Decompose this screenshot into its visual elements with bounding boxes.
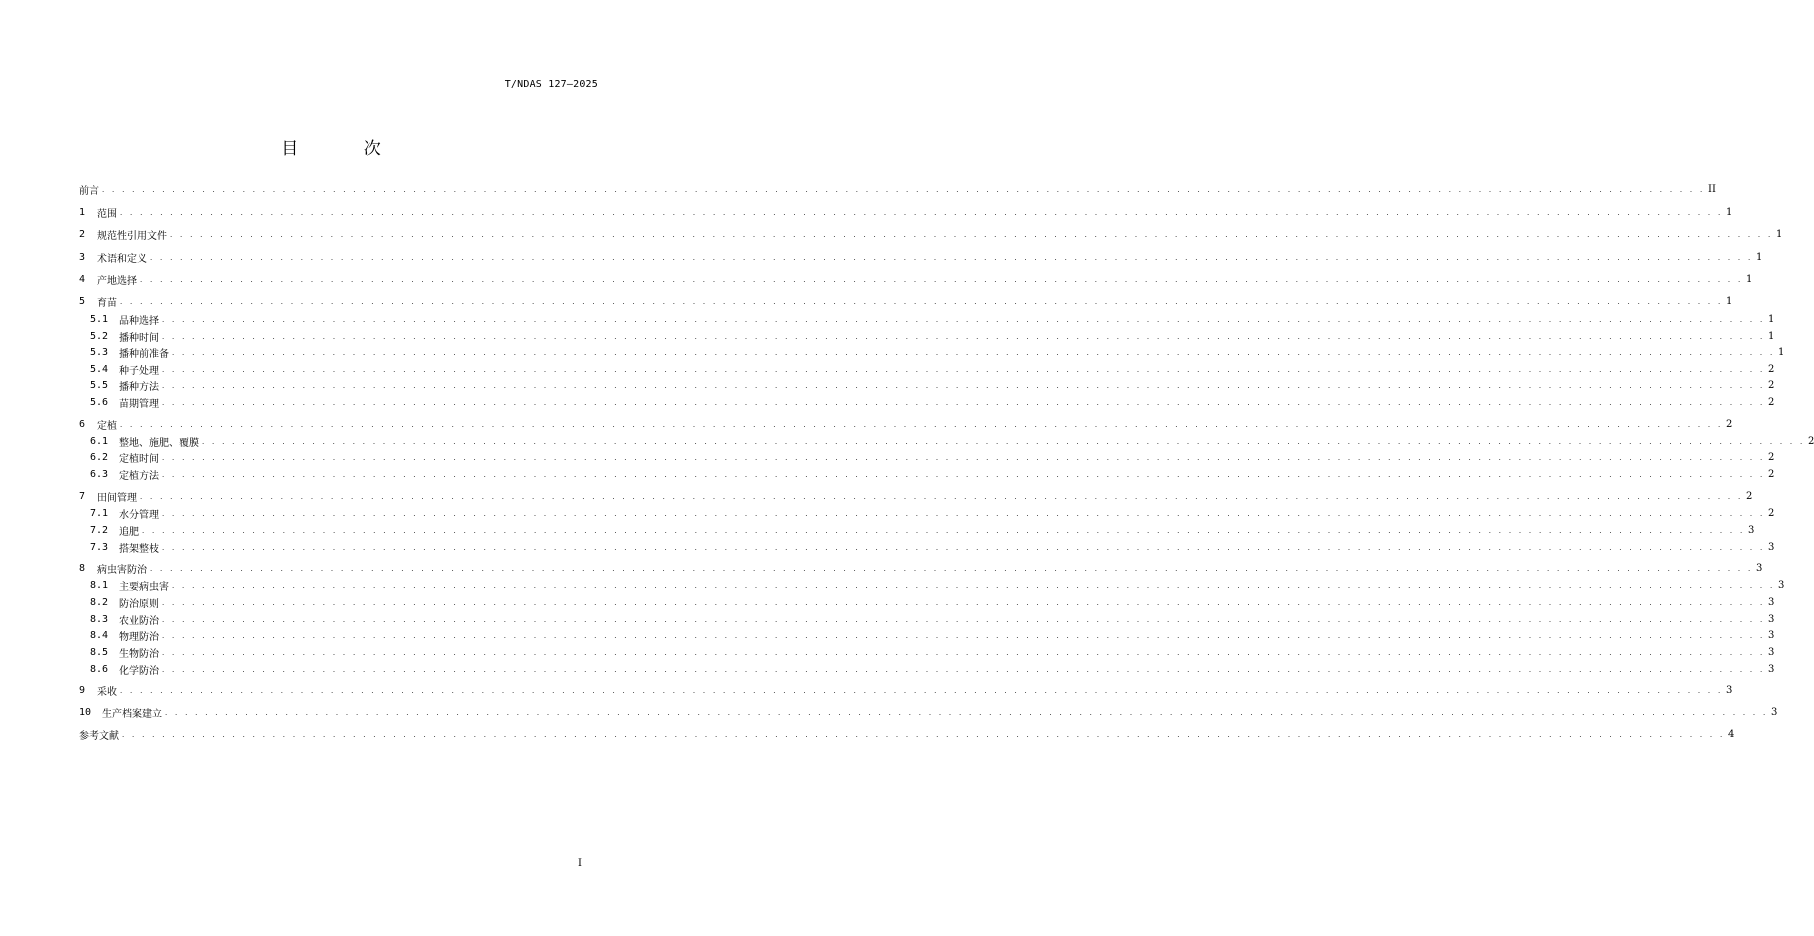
toc-entry[interactable] (90, 362, 1775, 377)
toc-entry-number: 8.6 (90, 663, 109, 675)
toc-leader-dots: . . . . . . . . . . . . . . . . . . . . . . . . . . . . . . . . . . . . . . . . . . . . . . . . . . . . . . . . . . . . . . . . . . . . . . . . . . . . . . . . . . . . . . . . . . . . . . . . . . . . . . . . . . . . . . . . . . . . . . . . . . . . . . . . . . . . . . . . . . . . . . . . . . . . . . . . . . . . . . . . (162, 454, 1766, 462)
toc-leader-dots: . . . . . . . . . . . . . . . . . . . . . . . . . . . . . . . . . . . . . . . . . . . . . . . . . . . . . . . . . . . . . . . . . . . . . . . . . . . . . . . . . . . . . . . . . . . . . . . . . . . . . . . . . . . . . . . . . . . . . . . . . . . . . . . . . . . . . . . . . . . . . . . . . . . . . . . . . . . . . . . . (140, 276, 1744, 284)
toc-entry-number: 2 (79, 228, 86, 240)
toc-leader-dots: . . . . . . . . . . . . . . . . . . . . . . . . . . . . . . . . . . . . . . . . . . . . . . . . . . . . . . . . . . . . . . . . . . . . . . . . . . . . . . . . . . . . . . . . . . . . . . . . . . . . . . . . . . . . . . . . . . . . . . . . . . . . . . . . . . . . . . . . . . . . . . . . . . . . . . . . . . . . . . . . (172, 349, 1776, 357)
toc-entry-number: 3 (79, 251, 86, 263)
toc-entry[interactable] (90, 450, 1775, 465)
toc-entry[interactable] (90, 329, 1775, 344)
toc-entry-number: 5 (79, 295, 86, 307)
toc-leader-dots: . . . . . . . . . . . . . . . . . . . . . . . . . . . . . . . . . . . . . . . . . . . . . . . . . . . . . . . . . . . . . . . . . . . . . . . . . . . . . . . . . . . . . . . . . . . . . . . . . . . . . . . . . . . . . . . . . . . . . . . . . . . . . . . . . . . . . . . . . . . . . . . . . . . . . . . . . . . . . . . . (150, 565, 1754, 573)
toc-entry-number: 6.2 (90, 451, 109, 463)
toc-entry-page: 1 (1768, 313, 1775, 325)
toc-entry-label: 田间管理 (97, 492, 137, 504)
toc-leader-dots: . . . . . . . . . . . . . . . . . . . . . . . . . . . . . . . . . . . . . . . . . . . . . . . . . . . . . . . . . . . . . . . . . . . . . . . . . . . . . . . . . . . . . . . . . . . . . . . . . . . . . . . . . . . . . . . . . . . . . . . . . . . . . . . . . . . . . . . . . . . . . . . . . . . . . . . . . . . . . . . . (120, 209, 1724, 217)
toc-entry[interactable] (90, 645, 1775, 660)
toc-entry-label: 产地选择 (97, 275, 137, 287)
toc-entry-page: 3 (1768, 613, 1775, 625)
toc-entry-label: 化学防治 (119, 665, 159, 677)
toc-entry-number: 5.5 (90, 379, 109, 391)
toc-entry-number: 7.1 (90, 507, 109, 519)
toc-entry[interactable] (79, 489, 1753, 504)
toc-entry[interactable] (79, 417, 1733, 432)
toc-entry-label: 术语和定义 (97, 253, 147, 265)
toc-leader-dots: . . . . . . . . . . . . . . . . . . . . . . . . . . . . . . . . . . . . . . . . . . . . . . . . . . . . . . . . . . . . . . . . . . . . . . . . . . . . . . . . . . . . . . . . . . . . . . . . . . . . . . . . . . . . . . . . . . . . . . . . . . . . . . . . . . . . . . . . . . . . . . . . . . . . . . . . . . . . . . . . (162, 599, 1766, 607)
toc-entry-page: 2 (1768, 363, 1775, 375)
toc-leader-dots: . . . . . . . . . . . . . . . . . . . . . . . . . . . . . . . . . . . . . . . . . . . . . . . . . . . . . . . . . . . . . . . . . . . . . . . . . . . . . . . . . . . . . . . . . . . . . . . . . . . . . . . . . . . . . . . . . . . . . . . . . . . . . . . . . . . . . . . . . . . . . . . . . . . . . . . . . . . . . . . . (162, 471, 1766, 479)
toc-entry-label: 播种时间 (119, 332, 159, 344)
toc-entry[interactable] (90, 595, 1775, 610)
toc-entry-page: 3 (1756, 562, 1763, 574)
toc-entry-number: 8 (79, 562, 86, 574)
toc-entry-page: 2 (1768, 468, 1775, 480)
toc-entry-label: 水分管理 (119, 509, 159, 521)
toc-entry[interactable] (90, 612, 1775, 627)
toc-entry-label: 生物防治 (119, 648, 159, 660)
toc-entry[interactable] (79, 561, 1763, 576)
toc-entry-number: 8.4 (90, 629, 109, 641)
toc-leader-dots: . . . . . . . . . . . . . . . . . . . . . . . . . . . . . . . . . . . . . . . . . . . . . . . . . . . . . . . . . . . . . . . . . . . . . . . . . . . . . . . . . . . . . . . . . . . . . . . . . . . . . . . . . . . . . . . . . . . . . . . . . . . . . . . . . . . . . . . . . . . . . . . . . . . . . . . . . . . . . . . . (162, 399, 1766, 407)
toc-leader-dots: . . . . . . . . . . . . . . . . . . . . . . . . . . . . . . . . . . . . . . . . . . . . . . . . . . . . . . . . . . . . . . . . . . . . . . . . . . . . . . . . . . . . . . . . . . . . . . . . . . . . . . . . . . . . . . . . . . . . . . . . . . . . . . . . . . . . . . . . . . . . . . . . . . . . . . . . . . . . . . . . (120, 298, 1724, 306)
toc-entry-label: 生产档案建立 (102, 708, 162, 720)
toc-entry-number: 8.3 (90, 613, 109, 625)
toc-leader-dots: . . . . . . . . . . . . . . . . . . . . . . . . . . . . . . . . . . . . . . . . . . . . . . . . . . . . . . . . . . . . . . . . . . . . . . . . . . . . . . . . . . . . . . . . . . . . . . . . . . . . . . . . . . . . . . . . . . . . . . . . . . . . . . . . . . . . . . . . . . . . . . . . . . . . . . . . . . . . . . . . (162, 649, 1766, 657)
toc-entry-page: 3 (1768, 646, 1775, 658)
toc-entry[interactable] (90, 628, 1775, 643)
toc-entry-label: 前言 (79, 185, 99, 197)
toc-entry-label: 追肥 (119, 526, 139, 538)
toc-entry-number: 6.3 (90, 468, 109, 480)
toc-entry-label: 搭架整枝 (119, 543, 159, 555)
toc-entry-label: 病虫害防治 (97, 564, 147, 576)
toc-entry-label: 种子处理 (119, 365, 159, 377)
page-title: 目 次 (281, 139, 411, 159)
toc-leader-dots: . . . . . . . . . . . . . . . . . . . . . . . . . . . . . . . . . . . . . . . . . . . . . . . . . . . . . . . . . . . . . . . . . . . . . . . . . . . . . . . . . . . . . . . . . . . . . . . . . . . . . . . . . . . . . . . . . . . . . . . . . . . . . . . . . . . . . . . . . . . . . . . . . . . . . . . . . . . . . . . . (170, 231, 1774, 239)
toc-entry[interactable] (90, 523, 1755, 538)
toc-entry[interactable] (79, 272, 1753, 287)
toc-entry-number: 6 (79, 418, 86, 430)
toc-entry-label: 整地、施肥、覆膜 (119, 437, 199, 449)
toc-entry-number: 1 (79, 206, 86, 218)
toc-entry-page: II (1708, 183, 1716, 195)
toc-leader-dots: . . . . . . . . . . . . . . . . . . . . . . . . . . . . . . . . . . . . . . . . . . . . . . . . . . . . . . . . . . . . . . . . . . . . . . . . . . . . . . . . . . . . . . . . . . . . . . . . . . . . . . . . . . . . . . . . . . . . . . . . . . . . . . . . . . . . . . . . . . . . . . . . . . . . . . . . . . . . . . . . (122, 731, 1726, 739)
toc-entry[interactable] (79, 294, 1733, 309)
toc-entry-label: 规范性引用文件 (97, 230, 167, 242)
toc-entry-page: 1 (1776, 228, 1783, 240)
toc-leader-dots: . . . . . . . . . . . . . . . . . . . . . . . . . . . . . . . . . . . . . . . . . . . . . . . . . . . . . . . . . . . . . . . . . . . . . . . . . . . . . . . . . . . . . . . . . . . . . . . . . . . . . . . . . . . . . . . . . . . . . . . . . . . . . . . . . . . . . . . . . . . . . . . . . . . . . . . . . . . . . . . . (150, 254, 1754, 262)
toc-entry-page: 3 (1771, 706, 1778, 718)
toc-leader-dots: . . . . . . . . . . . . . . . . . . . . . . . . . . . . . . . . . . . . . . . . . . . . . . . . . . . . . . . . . . . . . . . . . . . . . . . . . . . . . . . . . . . . . . . . . . . . . . . . . . . . . . . . . . . . . . . . . . . . . . . . . . . . . . . . . . . . . . . . . . . . . . . . . . . . . . . . . . . . . . . . (162, 366, 1766, 374)
toc-entry-label: 采收 (97, 686, 117, 698)
toc-entry[interactable] (90, 540, 1775, 555)
toc-leader-dots: . . . . . . . . . . . . . . . . . . . . . . . . . . . . . . . . . . . . . . . . . . . . . . . . . . . . . . . . . . . . . . . . . . . . . . . . . . . . . . . . . . . . . . . . . . . . . . . . . . . . . . . . . . . . . . . . . . . . . . . . . . . . . . . . . . . . . . . . . . . . . . . . . . . . . . . . . . . . . . . . (162, 616, 1766, 624)
toc-leader-dots: . . . . . . . . . . . . . . . . . . . . . . . . . . . . . . . . . . . . . . . . . . . . . . . . . . . . . . . . . . . . . . . . . . . . . . . . . . . . . . . . . . . . . . . . . . . . . . . . . . . . . . . . . . . . . . . . . . . . . . . . . . . . . . . . . . . . . . . . . . . . . . . . . . . . . . . . . . . . . . . . (120, 687, 1724, 695)
toc-entry[interactable] (90, 395, 1775, 410)
toc-entry-number: 5.1 (90, 313, 109, 325)
toc-entry-page: 3 (1768, 663, 1775, 675)
toc-entry-page: 1 (1768, 330, 1775, 342)
toc-entry[interactable] (90, 662, 1775, 677)
toc-entry-page: 3 (1748, 524, 1755, 536)
toc-entry-page: 3 (1726, 684, 1733, 696)
toc-entry[interactable] (90, 578, 1785, 593)
toc-entry-page: 4 (1728, 728, 1735, 740)
toc-entry-label: 范围 (97, 208, 117, 220)
toc-entry-page: 1 (1726, 295, 1733, 307)
toc-entry-label: 参考文献 (79, 730, 119, 742)
toc-entry-number: 6.1 (90, 435, 109, 447)
toc-leader-dots: . . . . . . . . . . . . . . . . . . . . . . . . . . . . . . . . . . . . . . . . . . . . . . . . . . . . . . . . . . . . . . . . . . . . . . . . . . . . . . . . . . . . . . . . . . . . . . . . . . . . . . . . . . . . . . . . . . . . . . . . . . . . . . . . . . . . . . . . . . . . . . . . . . . . . . . . . . . . . . . . (162, 544, 1766, 552)
toc-entry-label: 物理防治 (119, 631, 159, 643)
toc-entry-page: 2 (1768, 507, 1775, 519)
toc-entry-page: 1 (1778, 346, 1785, 358)
toc-leader-dots: . . . . . . . . . . . . . . . . . . . . . . . . . . . . . . . . . . . . . . . . . . . . . . . . . . . . . . . . . . . . . . . . . . . . . . . . . . . . . . . . . . . . . . . . . . . . . . . . . . . . . . . . . . . . . . . . . . . . . . . . . . . . . . . . . . . . . . . . . . . . . . . . . . . . . . . . . . . . . . . . (162, 632, 1766, 640)
toc-entry[interactable] (79, 227, 1783, 242)
toc-entry-number: 10 (79, 706, 92, 718)
toc-leader-dots: . . . . . . . . . . . . . . . . . . . . . . . . . . . . . . . . . . . . . . . . . . . . . . . . . . . . . . . . . . . . . . . . . . . . . . . . . . . . . . . . . . . . . . . . . . . . . . . . . . . . . . . . . . . . . . . . . . . . . . . . . . . . . . . . . . . . . . . . . . . . . . . . . . . . . . . . . . . . . . . . (102, 186, 1706, 194)
toc-entry-page: 3 (1778, 579, 1785, 591)
page-number: I (578, 858, 582, 869)
toc-entry-label: 播种方法 (119, 381, 159, 393)
toc-leader-dots: . . . . . . . . . . . . . . . . . . . . . . . . . . . . . . . . . . . . . . . . . . . . . . . . . . . . . . . . . . . . . . . . . . . . . . . . . . . . . . . . . . . . . . . . . . . . . . . . . . . . . . . . . . . . . . . . . . . . . . . . . . . . . . . . . . . . . . . . . . . . . . . . . . . . . . . . . . . . . . . . (162, 382, 1766, 390)
toc-leader-dots: . . . . . . . . . . . . . . . . . . . . . . . . . . . . . . . . . . . . . . . . . . . . . . . . . . . . . . . . . . . . . . . . . . . . . . . . . . . . . . . . . . . . . . . . . . . . . . . . . . . . . . . . . . . . . . . . . . . . . . . . . . . . . . . . . . . . . . . . . . . . . . . . . . . . . . . . . . . . . . . . (162, 510, 1766, 518)
toc-leader-dots: . . . . . . . . . . . . . . . . . . . . . . . . . . . . . . . . . . . . . . . . . . . . . . . . . . . . . . . . . . . . . . . . . . . . . . . . . . . . . . . . . . . . . . . . . . . . . . . . . . . . . . . . . . . . . . . . . . . . . . . . . . . . . . . . . . . . . . . . . . . . . . . . . . . . . . . . . . . . . . . . (120, 421, 1724, 429)
toc-entry-label: 农业防治 (119, 615, 159, 627)
toc-entry-number: 8.2 (90, 596, 109, 608)
toc-entry-label: 定植方法 (119, 470, 159, 482)
toc-entry-page: 1 (1746, 273, 1753, 285)
toc-leader-dots: . . . . . . . . . . . . . . . . . . . . . . . . . . . . . . . . . . . . . . . . . . . . . . . . . . . . . . . . . . . . . . . . . . . . . . . . . . . . . . . . . . . . . . . . . . . . . . . . . . . . . . . . . . . . . . . . . . . . . . . . . . . . . . . . . . . . . . . . . . . . . . . . . . . . . . . . . . . . . . . . (162, 666, 1766, 674)
toc-entry-number: 7.3 (90, 541, 109, 553)
toc-entry-label: 定植 (97, 420, 117, 432)
toc-entry-page: 3 (1768, 629, 1775, 641)
toc-entry[interactable] (90, 506, 1775, 521)
toc-entry[interactable] (90, 312, 1775, 327)
toc-entry[interactable] (90, 467, 1775, 482)
toc-entry-page: 2 (1808, 435, 1814, 447)
toc-entry[interactable] (79, 182, 1716, 197)
toc-entry[interactable] (90, 345, 1785, 360)
toc-entry[interactable] (90, 434, 1814, 449)
toc-entry-page: 2 (1746, 490, 1753, 502)
toc-leader-dots: . . . . . . . . . . . . . . . . . . . . . . . . . . . . . . . . . . . . . . . . . . . . . . . . . . . . . . . . . . . . . . . . . . . . . . . . . . . . . . . . . . . . . . . . . . . . . . . . . . . . . . . . . . . . . . . . . . . . . . . . . . . . . . . . . . . . . . . . . . . . . . . . . . . . . . . . . . . . . . . . (172, 582, 1776, 590)
toc-entry-label: 定植时间 (119, 453, 159, 465)
toc-entry-number: 9 (79, 684, 86, 696)
toc-entry-label: 育苗 (97, 297, 117, 309)
toc-entry-page: 3 (1768, 596, 1775, 608)
toc-entry-page: 2 (1726, 418, 1733, 430)
toc-entry[interactable] (79, 205, 1733, 220)
toc-entry-number: 5.4 (90, 363, 109, 375)
toc-entry-number: 7.2 (90, 524, 109, 536)
toc-entry-label: 防治原则 (119, 598, 159, 610)
toc-entry[interactable] (90, 378, 1775, 393)
toc-entry-number: 4 (79, 273, 86, 285)
toc-entry-page: 1 (1726, 206, 1733, 218)
toc-entry-label: 播种前准备 (119, 348, 169, 360)
toc-entry-number: 5.6 (90, 396, 109, 408)
toc-leader-dots: . . . . . . . . . . . . . . . . . . . . . . . . . . . . . . . . . . . . . . . . . . . . . . . . . . . . . . . . . . . . . . . . . . . . . . . . . . . . . . . . . . . . . . . . . . . . . . . . . . . . . . . . . . . . . . . . . . . . . . . . . . . . . . . . . . . . . . . . . . . . . . . . . . . . . . . . . . . . . . . . (162, 316, 1766, 324)
toc-entry-page: 1 (1756, 251, 1763, 263)
toc-leader-dots: . . . . . . . . . . . . . . . . . . . . . . . . . . . . . . . . . . . . . . . . . . . . . . . . . . . . . . . . . . . . . . . . . . . . . . . . . . . . . . . . . . . . . . . . . . . . . . . . . . . . . . . . . . . . . . . . . . . . . . . . . . . . . . . . . . . . . . . . . . . . . . . . . . . . . . . . . . . . . . . . (162, 333, 1766, 341)
toc-entry[interactable] (79, 250, 1763, 265)
document-header-code: T/NDAS 127—2025 (504, 79, 598, 90)
toc-entry-number: 8.5 (90, 646, 109, 658)
toc-entry[interactable] (79, 727, 1735, 742)
toc-entry-number: 5.2 (90, 330, 109, 342)
toc-entry-label: 苗期管理 (119, 398, 159, 410)
toc-entry-page: 2 (1768, 396, 1775, 408)
toc-entry-number: 7 (79, 490, 86, 502)
toc-entry[interactable] (79, 705, 1778, 720)
toc-entry-number: 5.3 (90, 346, 109, 358)
toc-entry-page: 3 (1768, 541, 1775, 553)
toc-leader-dots: . . . . . . . . . . . . . . . . . . . . . . . . . . . . . . . . . . . . . . . . . . . . . . . . . . . . . . . . . . . . . . . . . . . . . . . . . . . . . . . . . . . . . . . . . . . . . . . . . . . . . . . . . . . . . . . . . . . . . . . . . . . . . . . . . . . . . . . . . . . . . . . . . . . . . . . . . . . . . . . . (202, 438, 1806, 446)
toc-entry[interactable] (79, 683, 1733, 698)
toc-entry-label: 品种选择 (119, 315, 159, 327)
toc-leader-dots: . . . . . . . . . . . . . . . . . . . . . . . . . . . . . . . . . . . . . . . . . . . . . . . . . . . . . . . . . . . . . . . . . . . . . . . . . . . . . . . . . . . . . . . . . . . . . . . . . . . . . . . . . . . . . . . . . . . . . . . . . . . . . . . . . . . . . . . . . . . . . . . . . . . . . . . . . . . . . . . . (165, 709, 1769, 717)
toc-entry-page: 2 (1768, 379, 1775, 391)
toc-entry-number: 8.1 (90, 579, 109, 591)
toc-leader-dots: . . . . . . . . . . . . . . . . . . . . . . . . . . . . . . . . . . . . . . . . . . . . . . . . . . . . . . . . . . . . . . . . . . . . . . . . . . . . . . . . . . . . . . . . . . . . . . . . . . . . . . . . . . . . . . . . . . . . . . . . . . . . . . . . . . . . . . . . . . . . . . . . . . . . . . . . . . . . . . . . (140, 493, 1744, 501)
toc-entry-label: 主要病虫害 (119, 581, 169, 593)
toc-entry-page: 2 (1768, 451, 1775, 463)
toc-leader-dots: . . . . . . . . . . . . . . . . . . . . . . . . . . . . . . . . . . . . . . . . . . . . . . . . . . . . . . . . . . . . . . . . . . . . . . . . . . . . . . . . . . . . . . . . . . . . . . . . . . . . . . . . . . . . . . . . . . . . . . . . . . . . . . . . . . . . . . . . . . . . . . . . . . . . . . . . . . . . . . . . (142, 527, 1746, 535)
